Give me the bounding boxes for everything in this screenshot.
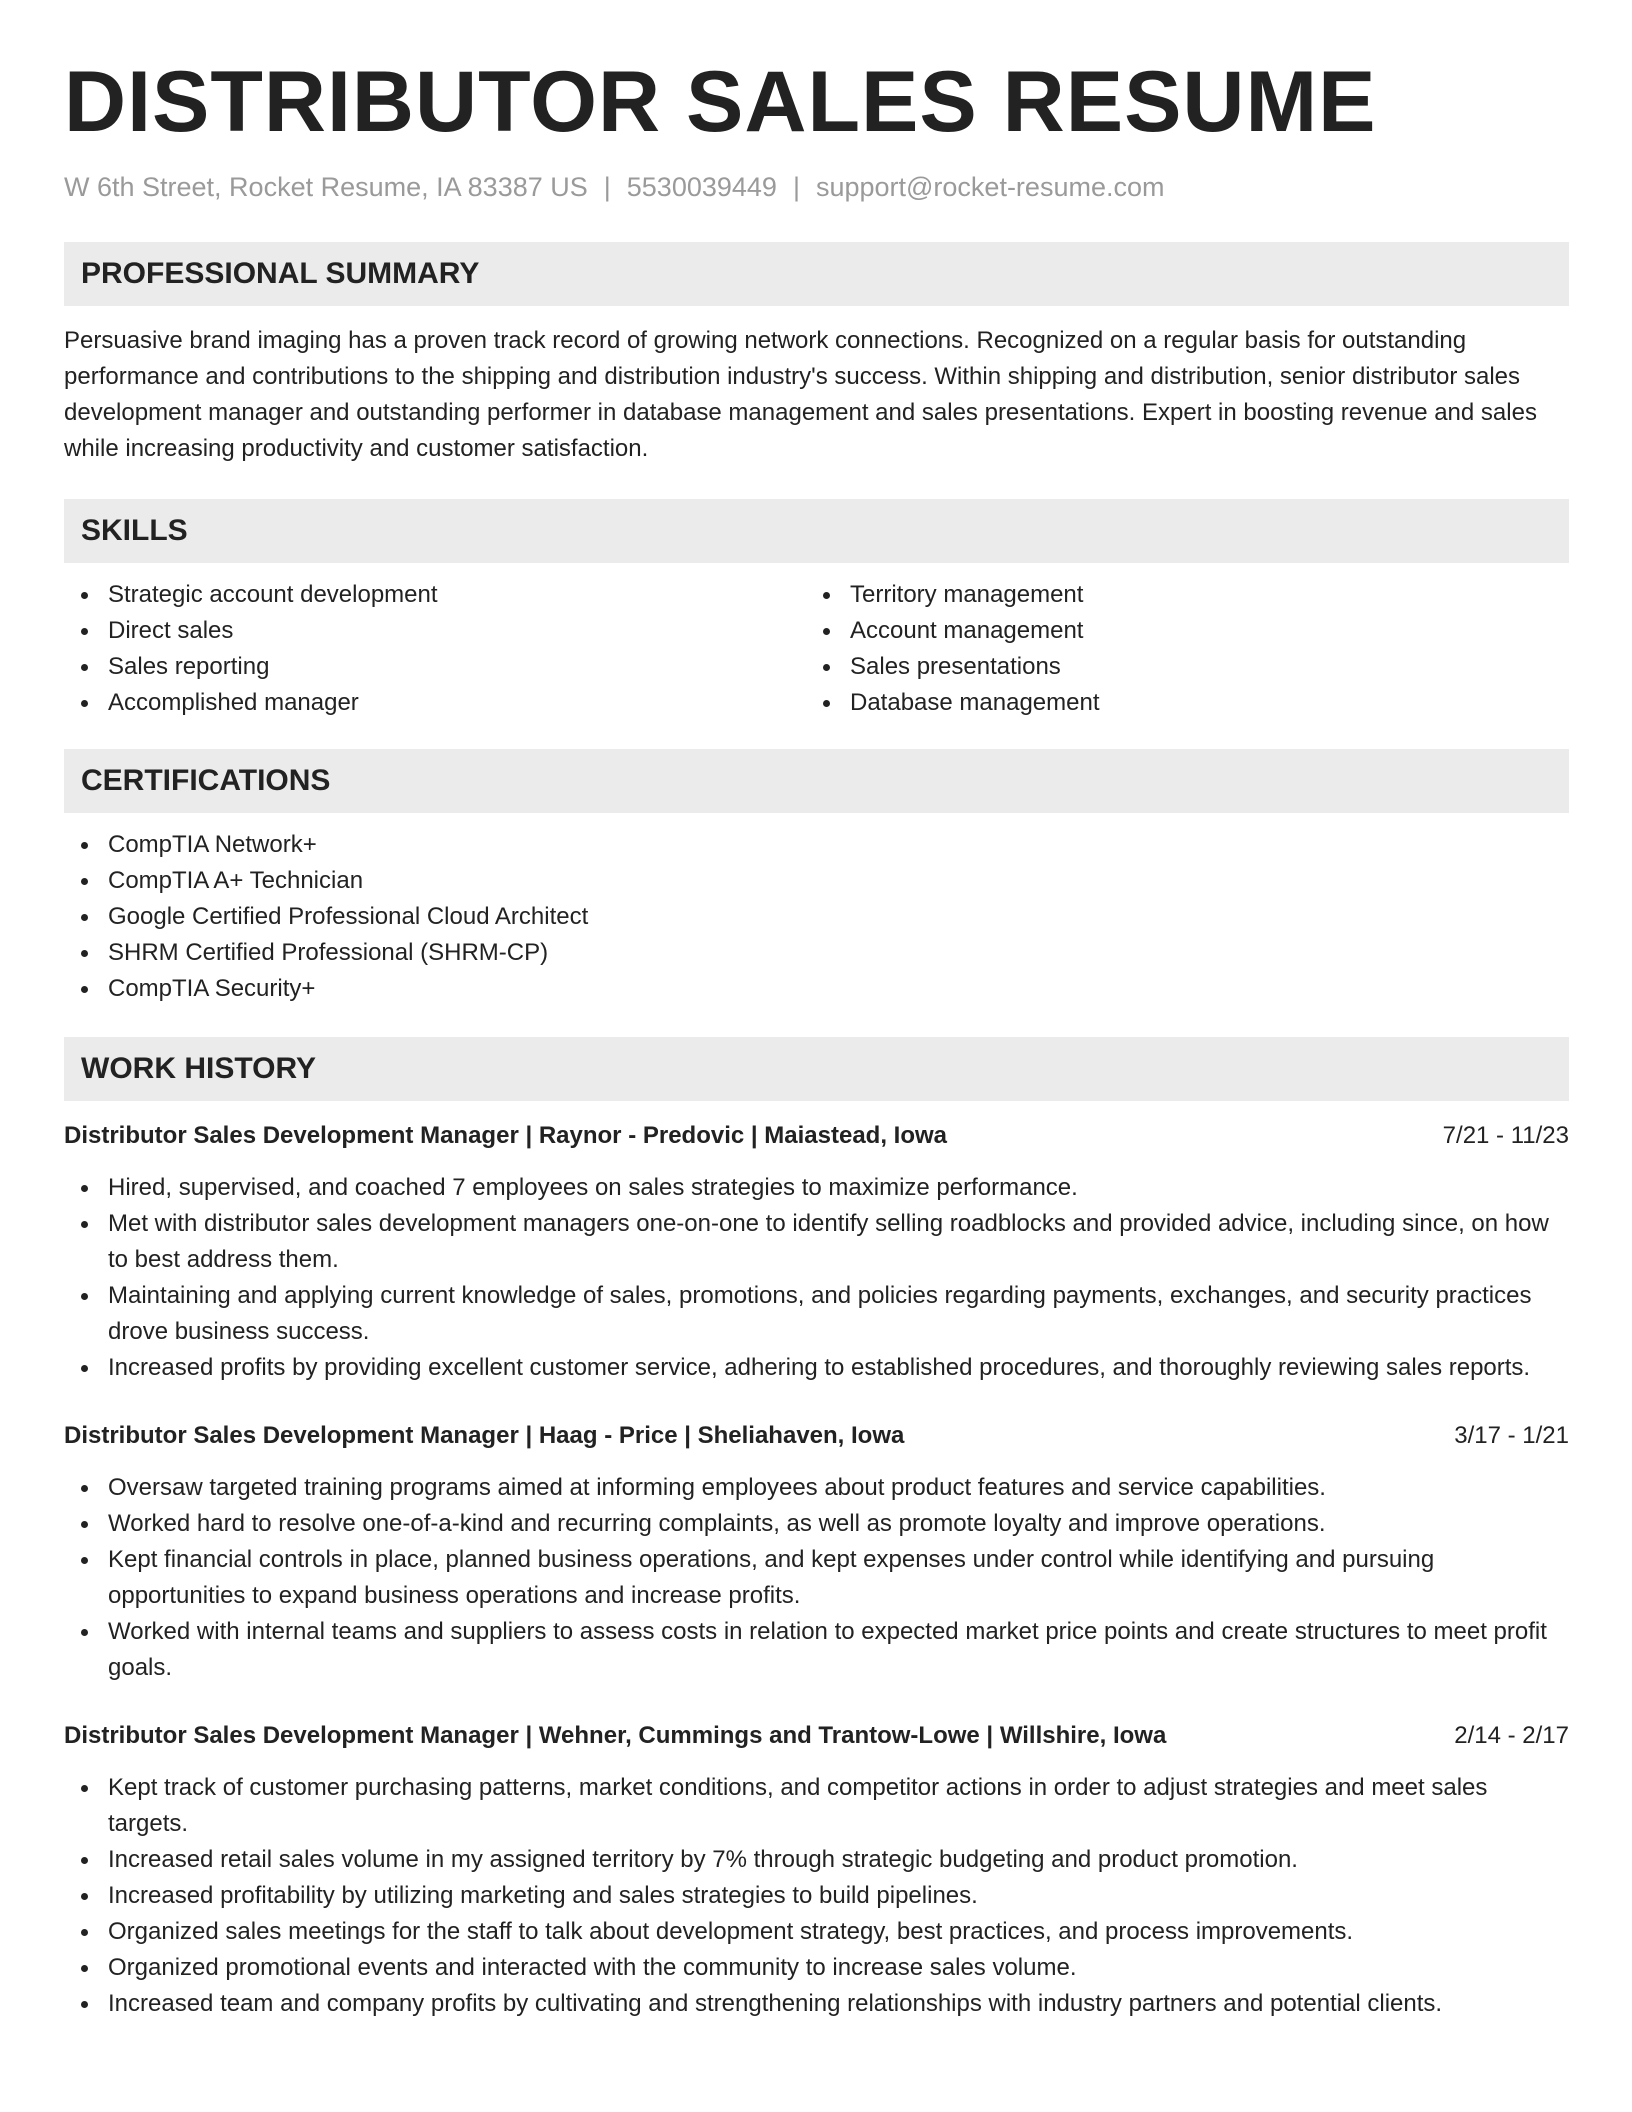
skill-item: Direct sales (64, 613, 806, 649)
job-bullet: Worked hard to resolve one-of-a-kind and recurring complaints, as well as promote loyalty and improve operations. (64, 1506, 1569, 1542)
job-entry (64, 1418, 1569, 1686)
job-title: Distributor Sales Development Manager | Haag - Price | Sheliahaven, Iowa (64, 1422, 905, 1449)
job-dates: 3/17 - 1/21 (1454, 1422, 1569, 1449)
skill-item: Territory management (806, 577, 1548, 613)
job-header (64, 1718, 1569, 1754)
job-header (64, 1118, 1569, 1154)
job-bullet: Organized promotional events and interacted with the community to increase sales volume. (64, 1950, 1569, 1986)
section-heading-skills: SKILLS (64, 499, 1569, 563)
summary-text: Persuasive brand imaging has a proven track record of growing network connections. Recognized on a regular basis for outstanding performance and contributions to the shipping and distribution industry's success. Within shipping and distribution, senior distributor sales development manager and outstanding performer in database management and sales presentations. Expert in boosting revenue and sales while increasing productivity and customer satisfaction. (64, 327, 1537, 462)
certification-item: Google Certified Professional Cloud Architect (64, 899, 1569, 935)
certification-item: SHRM Certified Professional (SHRM-CP) (64, 935, 1569, 971)
certification-item: CompTIA Security+ (64, 971, 1569, 1007)
job-title: Distributor Sales Development Manager | Raynor - Predovic | Maiastead, Iowa (64, 1122, 948, 1149)
job-bullet: Increased profitability by utilizing marketing and sales strategies to build pipelines. (64, 1878, 1569, 1914)
job-dates: 7/21 - 11/23 (1442, 1122, 1569, 1149)
section-heading-summary: PROFESSIONAL SUMMARY (64, 242, 1569, 306)
skill-item: Strategic account development (64, 577, 806, 613)
skills-list-left (64, 577, 806, 721)
contact-line (64, 170, 1569, 204)
job-bullet: Increased team and company profits by cultivating and strengthening relationships with industry partners and potential clients. (64, 1986, 1569, 2022)
job-title: Distributor Sales Development Manager | Wehner, Cummings and Trantow-Lowe | Willshire, Iowa (64, 1722, 1167, 1749)
job-bullet: Organized sales meetings for the staff to talk about development strategy, best practices, and process improvements. (64, 1914, 1569, 1950)
job-header (64, 1418, 1569, 1454)
job-bullets (64, 1770, 1569, 2022)
skills-grid (64, 577, 1569, 721)
job-bullets (64, 1170, 1569, 1386)
skill-item: Sales presentations (806, 649, 1548, 685)
skill-item: Account management (806, 613, 1548, 649)
job-bullet: Kept financial controls in place, planned business operations, and kept expenses under control while identifying and pursuing opportunities to expand business operations and increase profits. (64, 1542, 1569, 1614)
certification-item: CompTIA Network+ (64, 827, 1569, 863)
job-entry (64, 1118, 1569, 1386)
skill-item: Database management (806, 685, 1548, 721)
certification-item: CompTIA A+ Technician (64, 863, 1569, 899)
certifications-list (64, 827, 1569, 1007)
resume-page (64, 0, 1569, 2022)
job-entry (64, 1718, 1569, 2022)
job-bullet: Maintaining and applying current knowledge of sales, promotions, and policies regarding payments, exchanges, and security practices drove business success. (64, 1278, 1569, 1350)
contact-separator: | (792, 172, 800, 202)
skill-item: Accomplished manager (64, 685, 806, 721)
job-bullets (64, 1470, 1569, 1686)
job-dates: 2/14 - 2/17 (1454, 1722, 1569, 1749)
job-bullet: Oversaw targeted training programs aimed at informing employees about product features and service capabilities. (64, 1470, 1569, 1506)
job-bullet: Kept track of customer purchasing patterns, market conditions, and competitor actions in order to adjust strategies and meet sales targets. (64, 1770, 1569, 1842)
section-heading-certifications: CERTIFICATIONS (64, 749, 1569, 813)
section-heading-work-history: WORK HISTORY (64, 1037, 1569, 1101)
contact-email: support@rocket-resume.com (815, 172, 1165, 202)
contact-separator: | (603, 172, 611, 202)
skills-list-right (806, 577, 1548, 721)
job-bullet: Worked with internal teams and suppliers to assess costs in relation to expected market price points and create structures to meet profit goals. (64, 1614, 1569, 1686)
job-bullet: Increased profits by providing excellent customer service, adhering to established procedures, and thoroughly reviewing sales reports. (64, 1350, 1569, 1386)
skill-item: Sales reporting (64, 649, 806, 685)
job-bullet: Met with distributor sales development managers one-on-one to identify selling roadblocks and provided advice, including since, on how to best address them. (64, 1206, 1569, 1278)
resume-title: DISTRIBUTOR SALES RESUME (64, 54, 1377, 150)
job-bullet: Hired, supervised, and coached 7 employees on sales strategies to maximize performance. (64, 1170, 1569, 1206)
job-bullet: Increased retail sales volume in my assigned territory by 7% through strategic budgeting and product promotion. (64, 1842, 1569, 1878)
contact-address: W 6th Street, Rocket Resume, IA 83387 US (64, 172, 588, 202)
contact-phone: 5530039449 (626, 172, 777, 202)
